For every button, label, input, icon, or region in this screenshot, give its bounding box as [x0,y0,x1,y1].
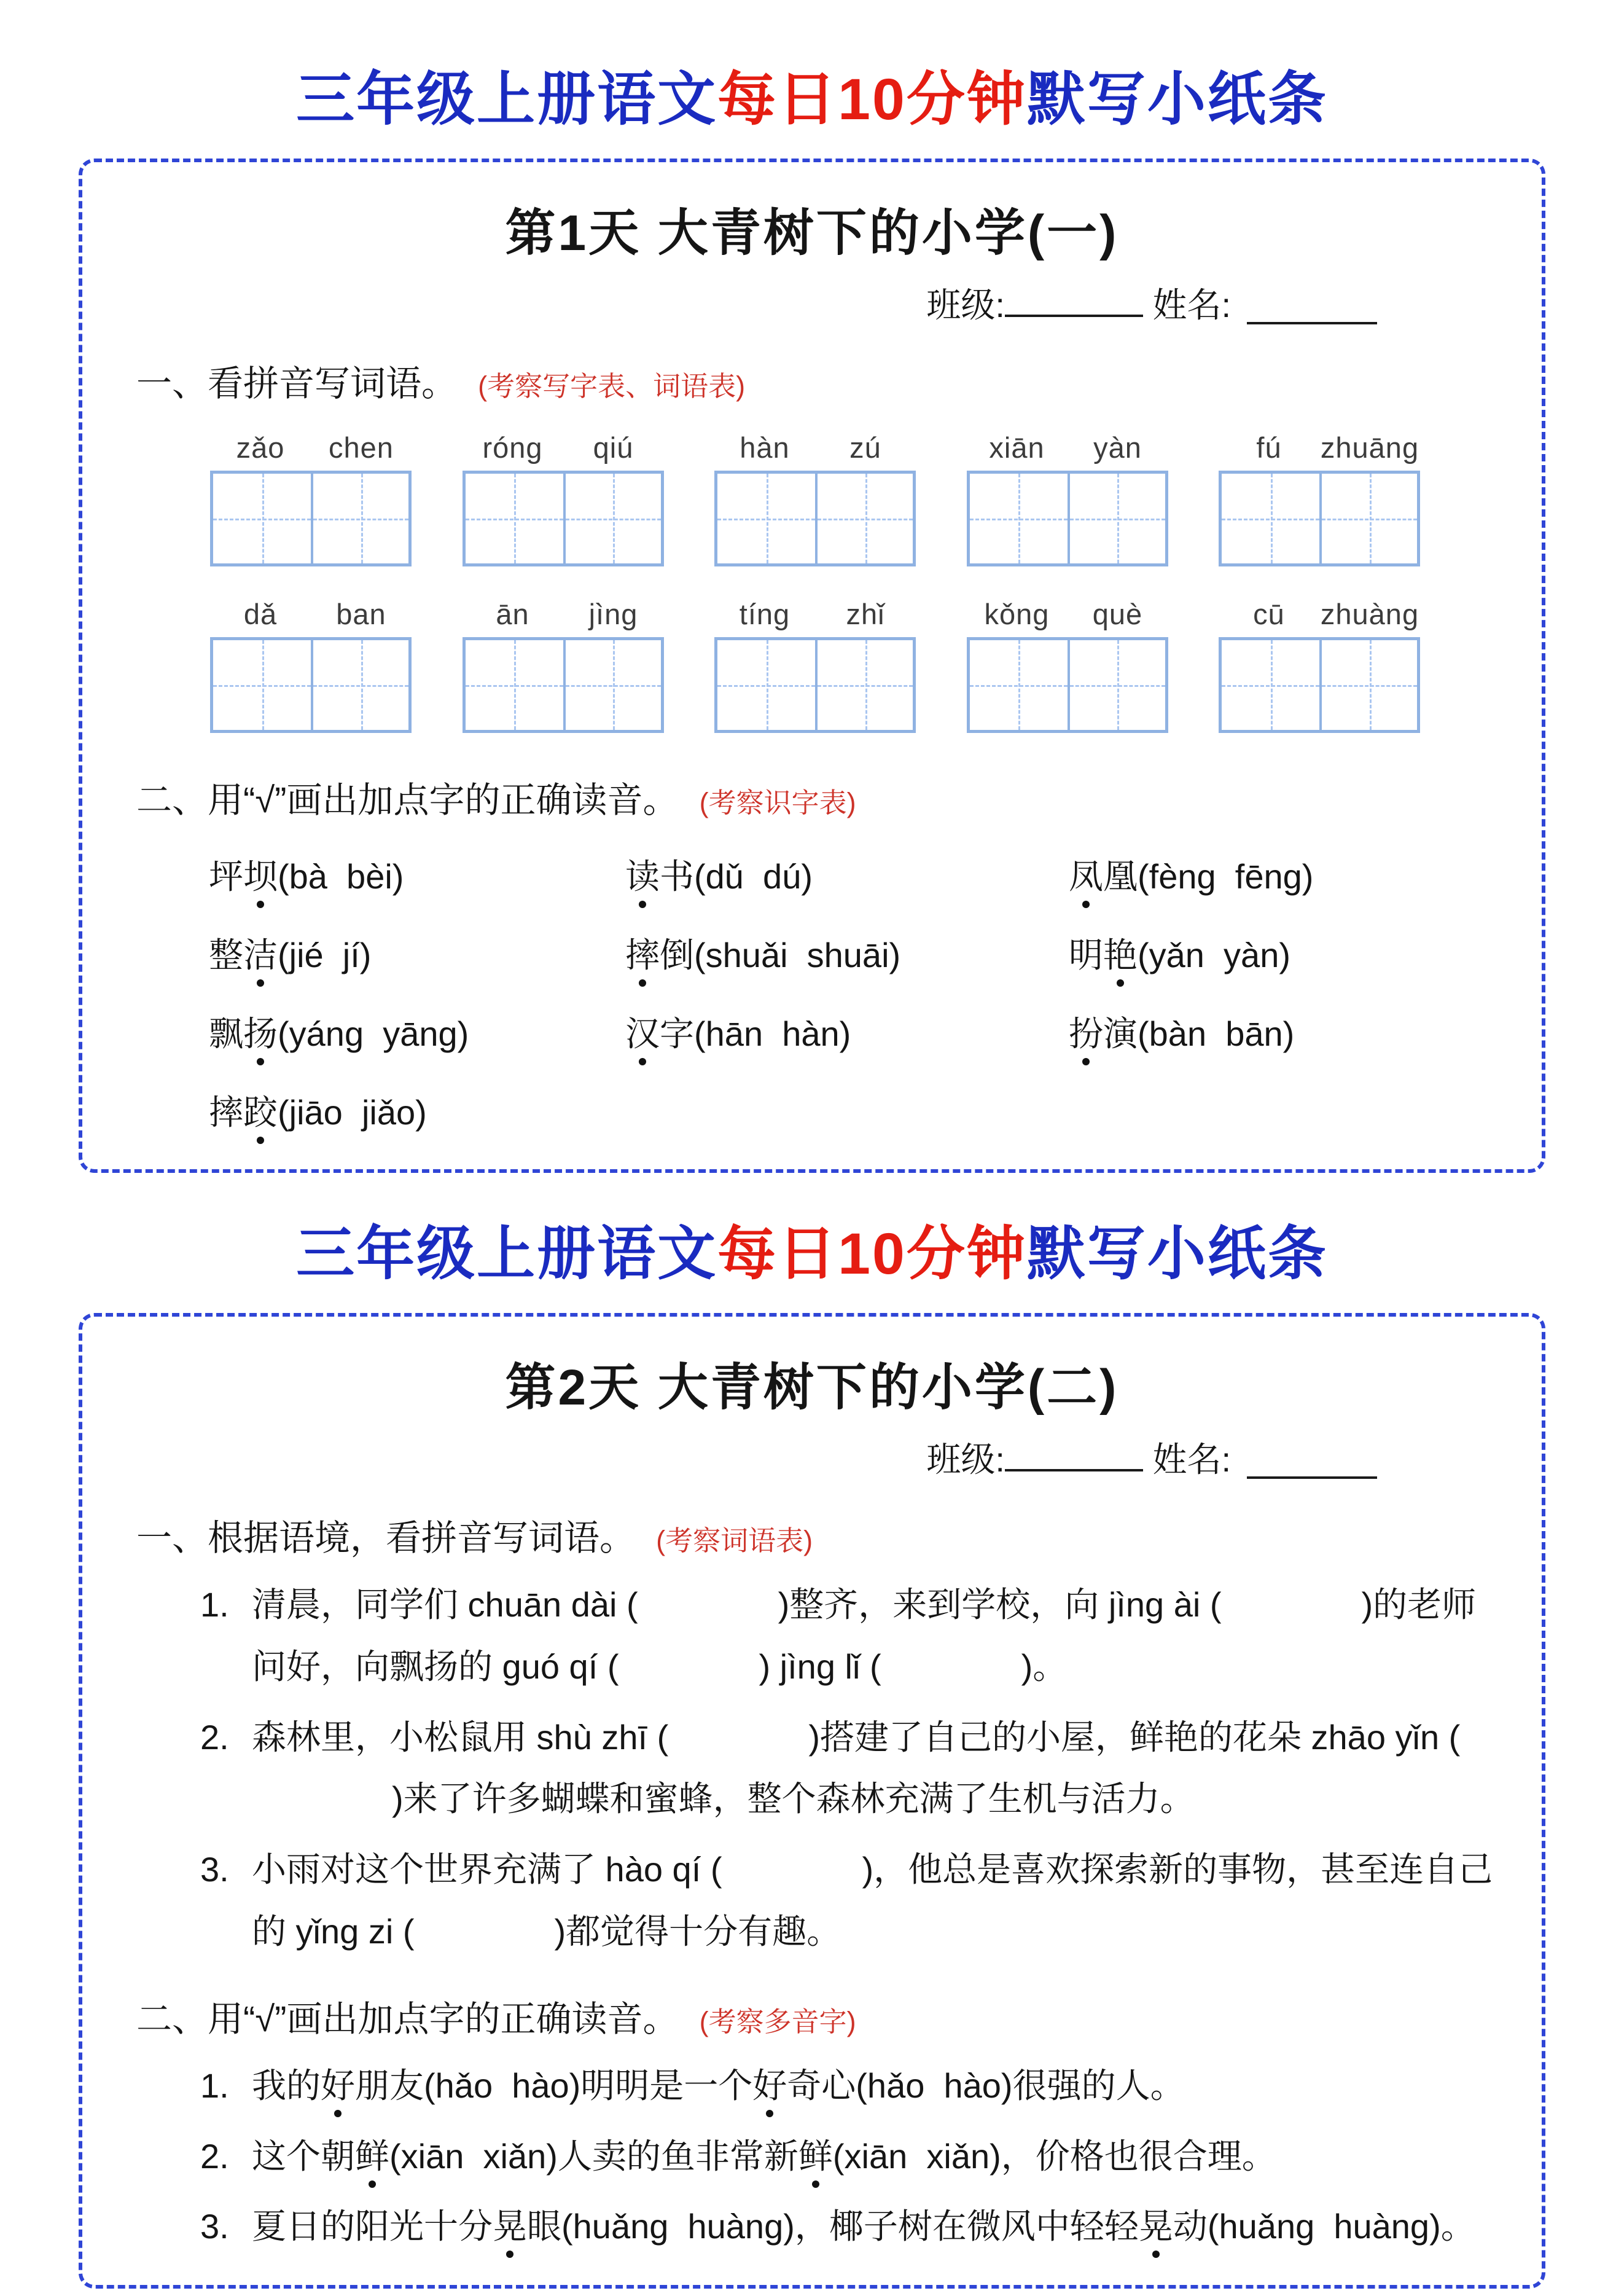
pinyin-grid-row-2 [210,597,1420,733]
s1-part2-note: (考察识字表) [699,787,856,818]
question-item [200,1574,1506,1698]
question-number: 3. [200,2207,229,2246]
s2-part2-heading-text: 二、用“√”画出加点字的正确读音。 [136,1999,679,2039]
pinyin-label: què [1092,598,1143,630]
writing-grid [967,637,1168,733]
pinyin-label: tíng [739,598,791,630]
writing-grid [714,637,916,733]
writing-grid [210,471,412,566]
writing-grid [967,471,1168,566]
s2-part2-heading [136,1990,1506,2042]
tian-zi-ge-box [1319,640,1417,730]
pinyin-label: zhuàng [1320,598,1419,630]
dotted-char: 晃 [1138,2207,1173,2246]
pinyin-word-group [210,597,412,733]
tian-zi-ge-box [1222,640,1319,730]
writing-grid [463,471,664,566]
question-item [200,1839,1506,1963]
writing-grid [210,637,412,733]
page-title-repeat [0,1173,1624,1291]
choice-item: 摔跤(jiāo jiǎo) [209,1093,427,1132]
tian-zi-ge-box [970,640,1068,730]
question-text: 森林里，小松鼠用 shù zhī ( )搭建了自己的小屋，鲜艳的花朵 zhāo yǐn ()来了许多蝴蝶和蜜蜂，整个森林充满了生机与活力。 [252,1717,1461,1819]
pinyin-label: hàn [740,431,790,464]
title-part-dictation: 默写小纸条 [1026,67,1328,132]
tian-zi-ge-box [311,474,408,563]
pinyin-label: zhǐ [846,598,885,630]
tian-zi-ge-box [213,640,311,730]
tian-zi-ge-box [466,640,563,730]
tian-zi-ge-box [970,474,1068,563]
s2-part1-heading-text: 一、根据语境，看拼音写词语。 [136,1518,636,1558]
title-part-grade: 三年级上册语文 [296,67,718,132]
pinyin-label: fú [1256,431,1282,464]
writing-grid [1219,637,1420,733]
pinyin-label: cū [1253,598,1285,630]
pinyin-label: zú [849,431,881,464]
class-blank-line [1005,283,1143,317]
pinyin-word-group [1219,431,1420,566]
writing-grid [463,637,664,733]
name-label: 姓名: [1152,1440,1231,1479]
question-text: 清晨，同学们 chuān dài ( )整齐，来到学校，向 jìng ài ( )的老师问好，向飘扬的 guó qí ( ) jìng lǐ ( )。 [252,1585,1477,1686]
question-item [200,2196,1506,2258]
question-item [200,2126,1506,2188]
s1-pronunciation-choices [209,850,1494,1135]
day1-section [79,159,1545,1173]
dotted-char: 鲜 [355,2136,389,2176]
dotted-char: 扬 [243,1014,278,1053]
pinyin-label: ān [496,598,529,630]
pinyin-label: dǎ [243,598,278,630]
s1-part2-heading [136,771,1506,823]
name-blank-line [1247,290,1377,324]
tian-zi-ge-box [815,640,913,730]
tian-zi-ge-box [213,474,311,563]
choice-item: 整洁(jié jí) [209,936,372,974]
writing-grid [1219,471,1420,566]
class-name-line [118,1433,1506,1482]
s1-part1-heading-text: 一、看拼音写词语。 [136,364,458,404]
page-title [0,0,1624,136]
pinyin-label: zǎo [236,431,285,464]
dotted-char: 坝 [243,857,278,896]
tian-zi-ge-box [466,474,563,563]
pinyin-word-group [967,597,1168,733]
name-label: 姓名: [1152,286,1231,324]
pinyin-label: qiú [593,431,634,464]
pinyin-label: yàn [1093,431,1142,464]
question-item [200,1707,1506,1831]
choice-item: 读书(dǔ dú) [625,857,813,896]
tian-zi-ge-box [1068,474,1165,563]
pinyin-grid-row-1 [210,431,1420,566]
pinyin-label: chen [329,431,394,464]
title-part-daily: 每日10分钟 [717,67,1027,132]
class-label: 班级: [926,286,1005,324]
name-blank-line [1247,1444,1377,1479]
question-text: 这个朝鲜(xiān xiǎn)人卖的鱼非常新鲜(xiān xiǎn)，价格也很合理。 [252,2136,1276,2176]
question-text: 我的好朋友(hǎo hào)明明是一个好奇心(hǎo hào)很强的人。 [252,2066,1185,2105]
dotted-char: 洁 [243,936,278,974]
dotted-char: 艳 [1103,936,1138,974]
tian-zi-ge-box [717,474,815,563]
writing-grid [714,471,916,566]
tian-zi-ge-box [717,640,815,730]
question-number: 3. [200,1850,229,1889]
s2-part1-note: (考察词语表) [656,1525,813,1556]
question-text: 夏日的阳光十分晃眼(huǎng huàng)，椰子树在微风中轻轻晃动(huǎng huàng)。 [252,2207,1475,2246]
question-text: 小雨对这个世界充满了 hào qí ( )，他总是喜欢探索新的事物，甚至连自己的 yǐng zi ( )都觉得十分有趣。 [252,1850,1493,1951]
tian-zi-ge-box [1222,474,1319,563]
dotted-char: 好 [321,2066,355,2105]
pinyin-word-group [1219,597,1420,733]
day1-title: 第1天 大青树下的小学(一) [505,205,1119,261]
dotted-char: 汉 [625,1014,660,1053]
title-part-grade: 三年级上册语文 [296,1221,718,1287]
choice-item: 汉字(hān hàn) [625,1014,851,1053]
tian-zi-ge-box [563,640,661,730]
class-label: 班级: [926,1440,1005,1479]
title-part-daily: 每日10分钟 [717,1221,1027,1287]
day2-section [79,1313,1545,2289]
pinyin-word-group [714,431,916,566]
question-number: 1. [200,1585,229,1624]
s1-part2-heading-text: 二、用“√”画出加点字的正确读音。 [136,780,679,820]
choice-item: 摔倒(shuǎi shuāi) [625,936,901,974]
choice-item: 明艳(yǎn yàn) [1069,936,1290,974]
pinyin-label: zhuāng [1320,431,1419,464]
pinyin-label: ban [336,598,386,630]
question-item [200,2055,1506,2117]
dotted-char: 读 [625,857,660,896]
dotted-char: 凤 [1069,857,1103,896]
pinyin-label: róng [482,431,543,464]
day2-title: 第2天 大青树下的小学(二) [505,1360,1119,1416]
pinyin-word-group [463,597,664,733]
dotted-char: 摔 [625,936,660,974]
dotted-char: 鲜 [798,2136,833,2176]
title-part-dictation: 默写小纸条 [1026,1221,1328,1287]
dotted-char: 好 [752,2066,787,2105]
tian-zi-ge-box [311,640,408,730]
dotted-char: 晃 [493,2207,527,2246]
pinyin-label: xiān [989,431,1045,464]
dotted-char: 跤 [243,1093,278,1132]
s1-part1-note: (考察写字表、词语表) [478,370,746,402]
pinyin-label: jìng [588,598,638,630]
tian-zi-ge-box [1319,474,1417,563]
question-number: 2. [200,1717,229,1757]
pinyin-word-group [714,597,916,733]
question-number: 1. [200,2066,229,2105]
s2-part1-heading [136,1509,1506,1561]
s2-part1-questions [118,1574,1506,1963]
class-blank-line [1005,1437,1143,1471]
s2-part2-note: (考察多音字) [699,2005,856,2037]
choice-item: 飘扬(yáng yāng) [209,1014,469,1053]
tian-zi-ge-box [815,474,913,563]
choice-item: 坪坝(bà bèi) [209,857,404,896]
s2-part2-questions [118,2055,1506,2258]
pinyin-word-group [967,431,1168,566]
choice-item: 凤凰(fèng fēng) [1069,857,1314,896]
tian-zi-ge-box [563,474,661,563]
class-name-line [118,278,1506,327]
pinyin-word-group [463,431,664,566]
s1-part1-heading [136,355,1506,406]
tian-zi-ge-box [1068,640,1165,730]
choice-item: 扮演(bàn bān) [1069,1014,1295,1053]
question-number: 2. [200,2136,229,2176]
dotted-char: 扮 [1069,1014,1103,1053]
pinyin-label: kǒng [984,598,1050,630]
pinyin-word-group [210,431,412,566]
